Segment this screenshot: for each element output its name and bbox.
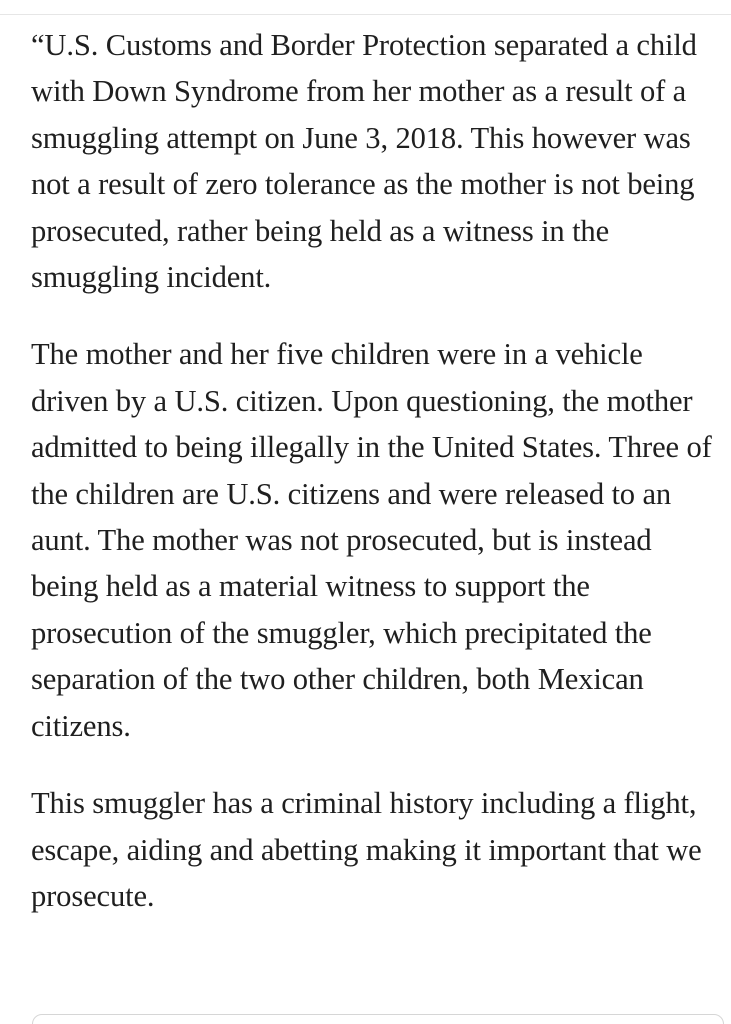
article-paragraph: “U.S. Customs and Border Protection separated a child with Down Syndrome from her mother as a result of a smuggling attempt on June 3, 2018. This however was not a result of zero tolerance as the mother is not being prosecuted, rather being held as a witness in the smuggling incident. bbox=[31, 28, 697, 295]
article-paragraph: This smuggler has a criminal history including a flight, escape, aiding and abetting making it important that we prosecute. bbox=[31, 786, 702, 913]
top-divider bbox=[0, 0, 731, 15]
article-paragraph: The mother and her five children were in a vehicle driven by a U.S. citizen. Upon questioning, the mother admitted to being illegally in the United States. Three of the children are U.S. citizens and were released to an aunt. The mother was not prosecuted, but is instead being held as a material witness to support the prosecution of the smuggler, which precipitated the separation of the two other children, both Mexican citizens. bbox=[31, 337, 712, 743]
article-body bbox=[31, 22, 723, 950]
bottom-card-edge bbox=[32, 1014, 724, 1024]
